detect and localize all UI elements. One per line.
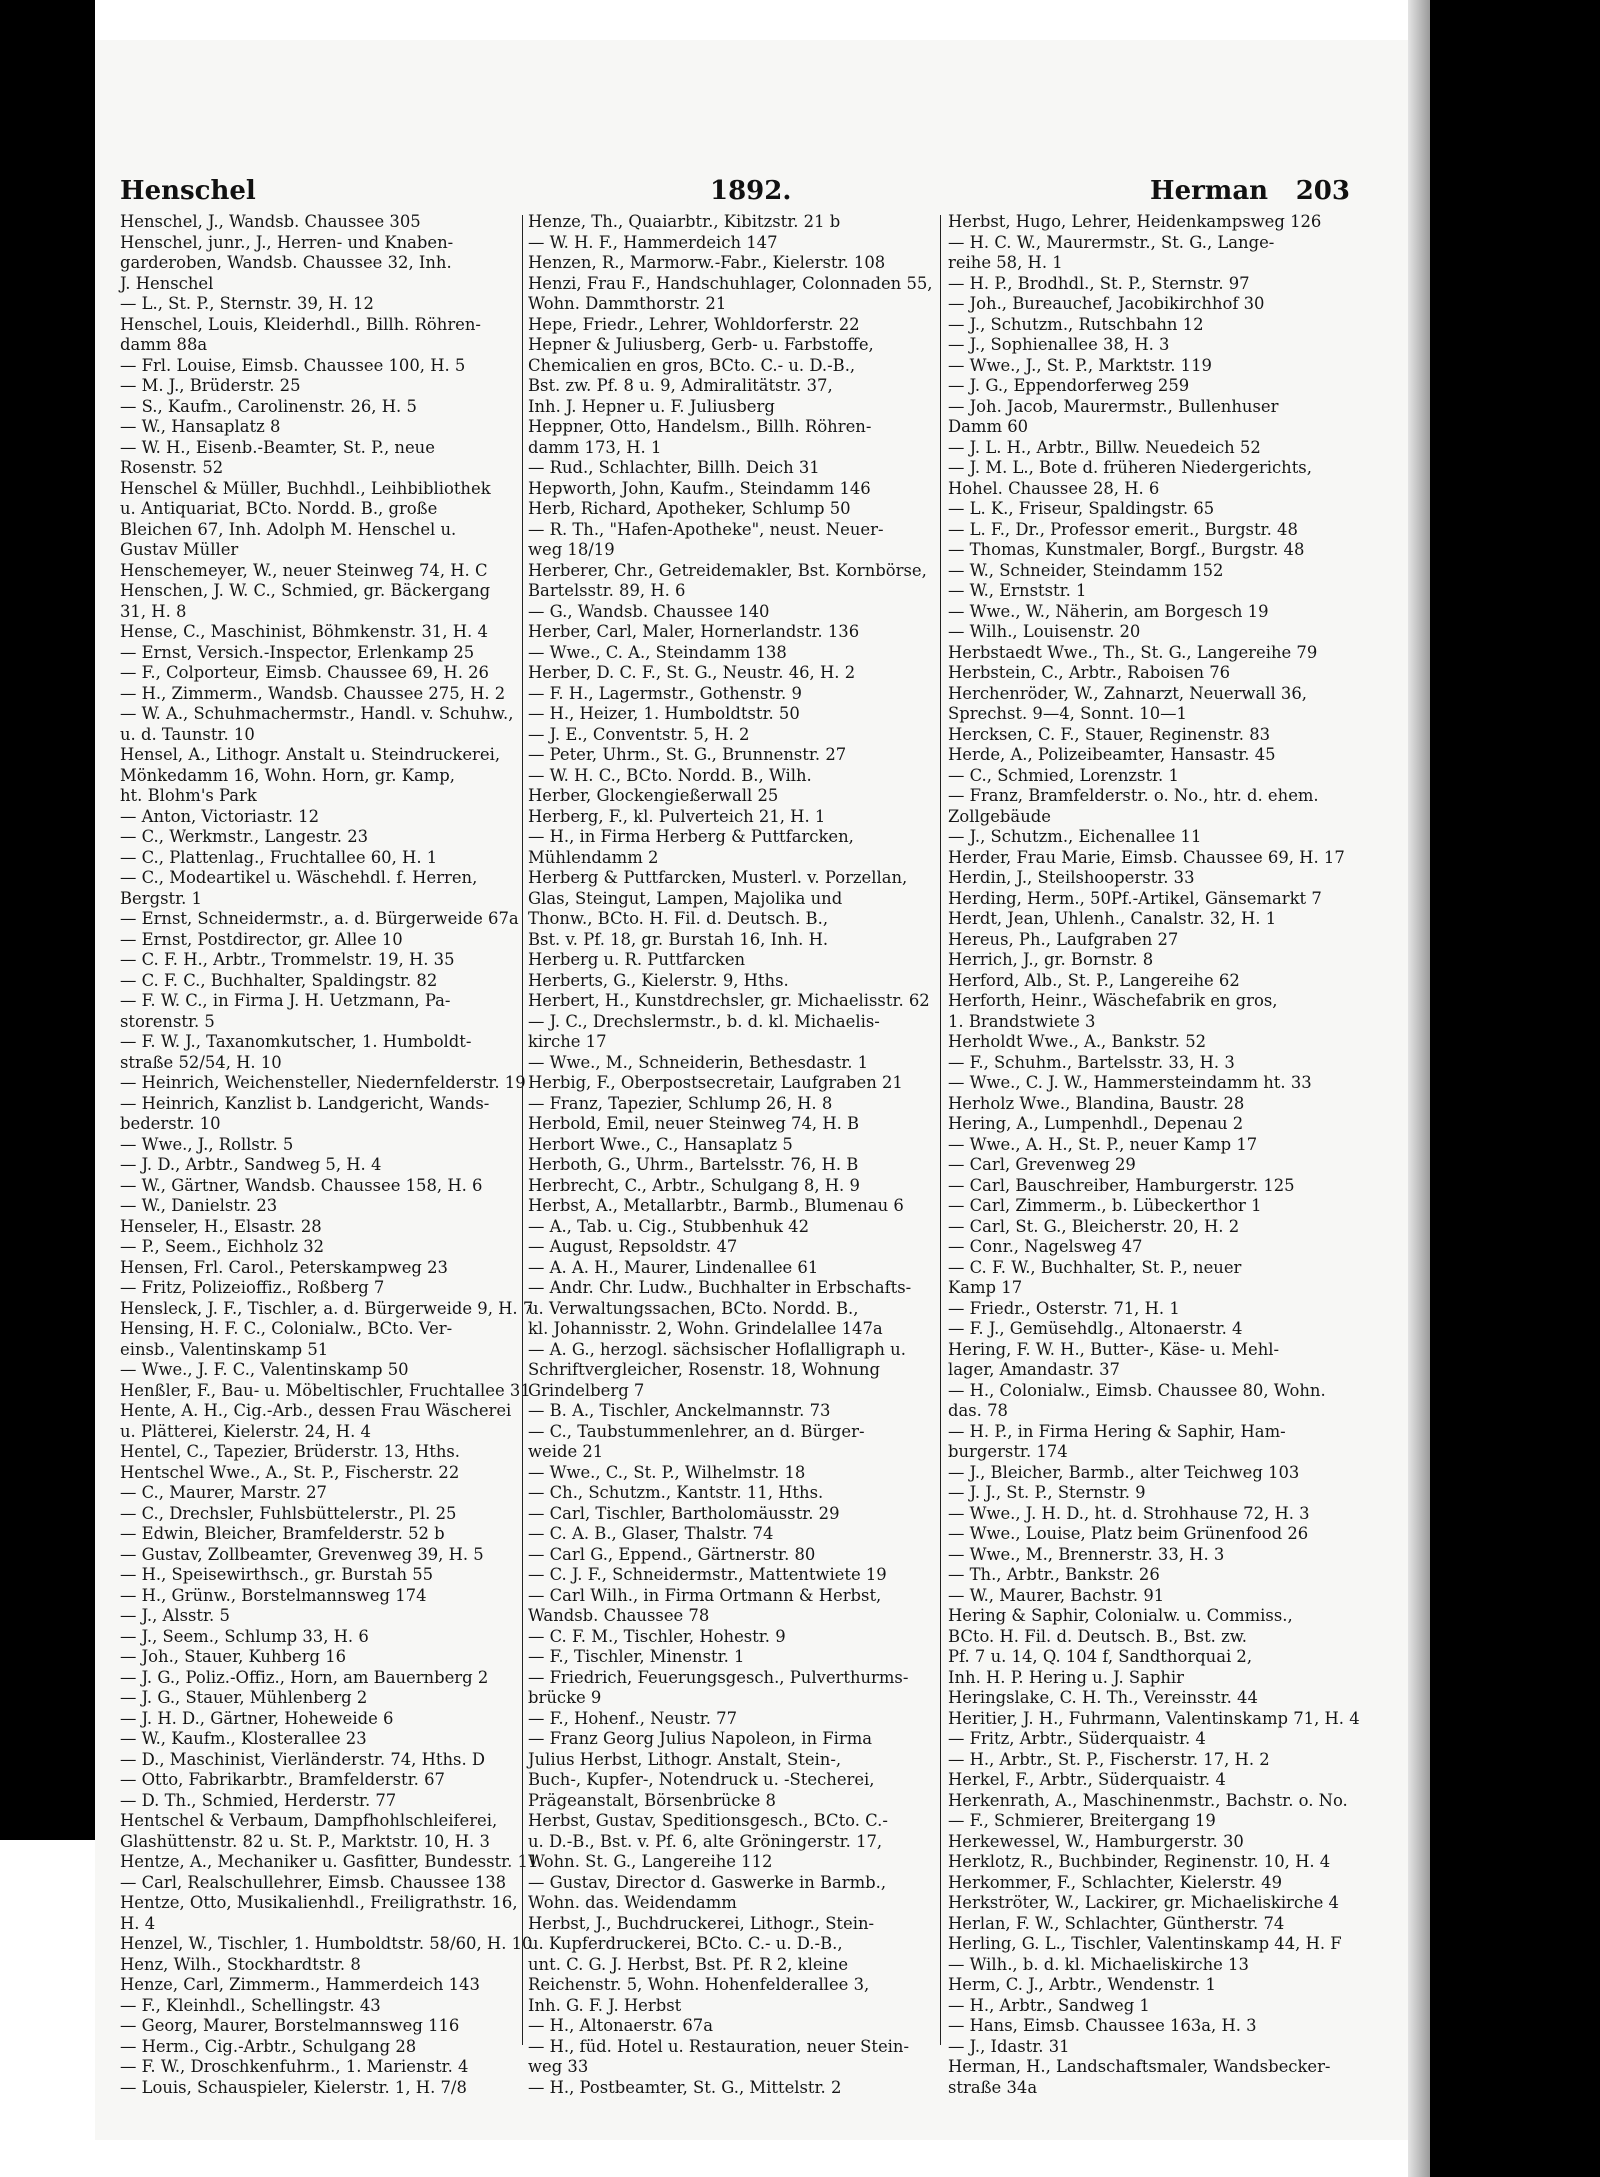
directory-entry: — Wwe., J., Rollstr. 5 [120,1134,294,1154]
directory-entry: Hercksen, C. F., Stauer, Reginenstr. 83 [948,724,1271,744]
directory-entry: Herbig, F., Oberpostsecretair, Laufgraben 21 [528,1073,903,1092]
directory-entry: Gustav Müller [120,540,239,559]
directory-entry: — F., Schuhm., Bartelsstr. 33, H. 3 [948,1052,1235,1072]
directory-entry: — F. H., Lagermstr., Gothenstr. 9 [528,683,802,703]
directory-entry: Wohn. St. G., Langereihe 112 [528,1852,773,1871]
directory-entry: — C. F. C., Buchhalter, Spaldingstr. 82 [120,970,438,990]
directory-entry: — F. J., Gemüsehdlg., Altonaerstr. 4 [948,1319,1243,1338]
directory-entry: unt. C. G. J. Herbst, Bst. Pf. R 2, kleine [528,1954,849,1974]
directory-entry: — W. H. F., Hammerdeich 147 [528,232,778,252]
directory-entry: Bartelsstr. 89, H. 6 [528,581,686,600]
directory-entry: — H. C. W., Maurermstr., St. G., Lange- [948,232,1275,252]
directory-entry: — J. J., St. P., Sternstr. 9 [948,1483,1146,1502]
directory-entry: — R. Th., "Hafen-Apotheke", neust. Neuer- [528,519,884,539]
directory-entry: — C. J. F., Schneidermstr., Mattentwiete 19 [528,1565,887,1584]
directory-entry: — F., Kleinhdl., Schellingstr. 43 [120,1995,381,2015]
directory-entry: — C. F. M., Tischler, Hohestr. 9 [528,1626,786,1646]
directory-entry: Sprechst. 9—4, Sonnt. 10—1 [948,704,1187,723]
directory-entry: — Wwe., C., St. P., Wilhelmstr. 18 [528,1462,806,1482]
directory-entry: Hepworth, John, Kaufm., Steindamm 146 [528,478,871,498]
directory-entry: Thonw., BCto. H. Fil. d. Deutsch. B., [528,909,829,928]
directory-entry: Herdt, Jean, Uhlenh., Canalstr. 32, H. 1 [948,909,1277,928]
directory-entry: — Fritz, Polizeioffiz., Roßberg 7 [120,1278,385,1297]
directory-entry: — C., Modeartikel u. Wäschehdl. f. Herren, [120,868,478,887]
directory-entry: — C., Taubstummenlehrer, an d. Bürger- [528,1421,865,1441]
directory-entry: — Thomas, Kunstmaler, Borgf., Burgstr. 48 [948,540,1305,559]
directory-entry: — J. H. D., Gärtner, Hoheweide 6 [120,1708,394,1728]
directory-entry: — F., Hohenf., Neustr. 77 [528,1708,738,1728]
directory-entry: — August, Repsoldstr. 47 [528,1237,738,1256]
directory-entry: Heppner, Otto, Handelsm., Billh. Röhren- [528,417,872,436]
directory-entry: damm 88a [120,335,208,354]
directory-entry: Hepner & Juliusberg, Gerb- u. Farbstoffe, [528,335,874,354]
directory-entry: — J., Alsstr. 5 [120,1606,230,1625]
directory-entry: — C., Maurer, Marstr. 27 [120,1483,327,1502]
directory-entry: — Wwe., J. H. D., ht. d. Strohhause 72, H. 3 [948,1503,1310,1523]
directory-entry: Wohn. das. Weidendamm [528,1893,737,1912]
directory-entry: burgerstr. 174 [948,1442,1068,1461]
directory-entry: Hensing, H. F. C., Colonialw., BCto. Ver- [120,1319,453,1338]
directory-entry: — F., Schmierer, Breitergang 19 [948,1811,1216,1830]
directory-entry: — Ch., Schutzm., Kantstr. 11, Hths. [528,1483,824,1502]
directory-entry: Herdin, J., Steilshooperstr. 33 [948,868,1195,887]
directory-entry: — W., Danielstr. 23 [120,1196,278,1215]
directory-entry: Herberg & Puttfarcken, Musterl. v. Porzellan, [528,868,908,887]
directory-entry: — F., Tischler, Minenstr. 1 [528,1647,745,1666]
directory-entry: — J., Seem., Schlump 33, H. 6 [120,1626,369,1646]
directory-entry: — Wwe., J. F. C., Valentinskamp 50 [120,1360,409,1379]
directory-entry: — H., Grünw., Borstelmannsweg 174 [120,1585,427,1605]
directory-entry: Hense, C., Maschinist, Böhmkenstr. 31, H. 4 [120,622,488,641]
directory-entry: straße 52/54, H. 10 [120,1052,282,1072]
column-divider [940,215,941,2045]
directory-entry: Zollgebäude [948,806,1051,826]
directory-entry: — Ernst, Versich.-Inspector, Erlenkamp 25 [120,642,475,662]
directory-entry: — Ernst, Postdirector, gr. Allee 10 [120,929,403,949]
directory-entry: — J. C., Drechslermstr., b. d. kl. Michaelis- [528,1011,880,1031]
directory-entry: — A. G., herzogl. sächsischer Hoflalligraph u. [528,1339,906,1359]
directory-entry: — Fritz, Arbtr., Süderquaistr. 4 [948,1729,1206,1748]
directory-entry: Herkewessel, W., Hamburgerstr. 30 [948,1831,1244,1851]
directory-entry: H. 4 [120,1913,156,1933]
directory-entry: u. Kupferdruckerei, BCto. C.- u. D.-B., [528,1934,843,1953]
directory-entry: Hering, A., Lumpenhdl., Depenau 2 [948,1114,1244,1133]
directory-entry: — Peter, Uhrm., St. G., Brunnenstr. 27 [528,745,847,764]
directory-entry: — S., Kaufm., Carolinenstr. 26, H. 5 [120,396,417,416]
directory-entry: Herling, G. L., Tischler, Valentinskamp 44, H. F [948,1934,1342,1953]
directory-entry: Hentze, A., Mechaniker u. Gasfitter, Bundesstr. 11 [120,1852,539,1871]
directory-entry: — C. F. W., Buchhalter, St. P., neuer [948,1257,1242,1277]
directory-entry: bederstr. 10 [120,1114,221,1133]
directory-entry: Herkenrath, A., Maschinenmstr., Bachstr. o. No. [948,1790,1348,1810]
directory-entry: — C., Plattenlag., Fruchtallee 60, H. 1 [120,847,438,867]
directory-entry: — Carl Wilh., in Firma Ortmann & Herbst, [528,1585,882,1605]
directory-entry: Henze, Th., Quaiarbtr., Kibitzstr. 21 b [528,212,841,231]
directory-entry: kl. Johannisstr. 2, Wohn. Grindelallee 147a [528,1319,883,1338]
directory-entry: das. 78 [948,1401,1008,1420]
directory-entry: — Frl. Louise, Eimsb. Chaussee 100, H. 5 [120,355,466,375]
directory-entry: — M. J., Brüderstr. 25 [120,376,301,395]
directory-entry: — W. H., Eisenb.-Beamter, St. P., neue [120,437,435,457]
directory-entry: — J. G., Stauer, Mühlenberg 2 [120,1688,368,1707]
directory-entry: garderoben, Wandsb. Chaussee 32, Inh. [120,253,452,272]
directory-entry: Herlan, F. W., Schlachter, Güntherstr. 74 [948,1913,1285,1933]
directory-entry: — Conr., Nagelsweg 47 [948,1237,1143,1256]
directory-entry: — F. W., Droschkenfuhrm., 1. Marienstr. 4 [120,2057,469,2076]
directory-entry: Herberg u. R. Puttfarcken [528,950,746,969]
directory-entry: — Herm., Cig.-Arbtr., Schulgang 28 [120,2036,417,2056]
directory-entry: Henschel, Louis, Kleiderhdl., Billh. Röhren- [120,314,481,334]
directory-entry: — C., Drechsler, Fuhlsbüttelerstr., Pl. 25 [120,1503,457,1523]
directory-entry: Herholz Wwe., Blandina, Baustr. 28 [948,1093,1245,1113]
directory-entry: u. Verwaltungssachen, BCto. Nordd. B., [528,1298,859,1318]
directory-entry: Herb, Richard, Apotheker, Schlump 50 [528,499,851,518]
directory-entry: Herberer, Chr., Getreidemakler, Bst. Kornbörse, [528,560,927,580]
page-edge-shadow [1408,0,1430,2177]
directory-entry: Mühlendamm 2 [528,847,659,867]
page-header [120,176,1350,212]
directory-entry: — J. M. L., Bote d. früheren Niedergerichts, [948,458,1312,477]
directory-entry: einsb., Valentinskamp 51 [120,1339,329,1359]
directory-entry: — Ernst, Schneidermstr., a. d. Bürgerweide 67a [120,909,519,928]
directory-entry: Bst. v. Pf. 18, gr. Burstah 16, Inh. H. [528,929,829,949]
directory-entry: — B. A., Tischler, Anckelmannstr. 73 [528,1401,831,1420]
directory-entry: Herbstaedt Wwe., Th., St. G., Langereihe 79 [948,642,1318,662]
directory-entry: — Franz, Tapezier, Schlump 26, H. 8 [528,1093,833,1113]
directory-entry: Herchenröder, W., Zahnarzt, Neuerwall 36, [948,683,1307,703]
directory-entry: — Wwe., J., St. P., Marktstr. 119 [948,355,1212,375]
directory-entry: Henzen, R., Marmorw.-Fabr., Kielerstr. 108 [528,253,886,272]
directory-entry: — J. G., Eppendorferweg 259 [948,376,1190,395]
directory-entry: kirche 17 [528,1032,607,1051]
directory-entry: — H., füd. Hotel u. Restauration, neuer Stein- [528,2036,909,2056]
directory-entry: Bst. zw. Pf. 8 u. 9, Admiralitätstr. 37, [528,376,833,395]
directory-entry: — Joh., Bureauchef, Jacobikirchhof 30 [948,294,1265,313]
directory-entry: storenstr. 5 [120,1011,215,1031]
directory-entry: — J., Idastr. 31 [948,2036,1070,2056]
directory-entry: Herkströter, W., Lackirer, gr. Michaeliskirche 4 [948,1893,1339,1912]
directory-entry: J. Henschel [120,273,214,293]
directory-entry: Inh. J. Hepner u. F. Juliusberg [528,396,775,416]
directory-entry: Herbst, Gustav, Speditionsgesch., BCto. C.- [528,1811,888,1830]
directory-entry: — Anton, Victoriastr. 12 [120,806,320,826]
directory-entry: Henschen, J. W. C., Schmied, gr. Bäckergang [120,581,491,600]
directory-entry: — Joh., Stauer, Kuhberg 16 [120,1647,347,1666]
directory-entry: Herholdt Wwe., A., Bankstr. 52 [948,1032,1207,1051]
directory-entry: u. Antiquariat, BCto. Nordd. B., große [120,499,438,518]
directory-entry: Herm, C. J., Arbtr., Wendenstr. 1 [948,1975,1216,1994]
directory-entry: Damm 60 [948,417,1029,436]
directory-entry: Hentze, Otto, Musikalienhdl., Freiligrathstr. 16, [120,1893,518,1912]
directory-entry: Herbstein, C., Arbtr., Raboisen 76 [948,663,1231,682]
directory-entry: — W., Hansaplatz 8 [120,417,281,436]
directory-entry: weg 33 [528,2057,589,2076]
directory-entry: — H., Speisewirthsch., gr. Burstah 55 [120,1565,434,1584]
directory-entry: Henßler, F., Bau- u. Möbeltischler, Fruchtallee 31 [120,1380,531,1400]
directory-entry: Heritier, J. H., Fuhrmann, Valentinskamp 71, H. 4 [948,1708,1360,1728]
directory-column-2 [528,212,936,2097]
directory-entry: Hereus, Ph., Laufgraben 27 [948,929,1179,949]
directory-entry: — Wilh., b. d. kl. Michaeliskirche 13 [948,1954,1249,1974]
directory-entry: reihe 58, H. 1 [948,253,1063,272]
directory-entry: — Wilh., Louisenstr. 20 [948,622,1141,641]
directory-entry: Kamp 17 [948,1278,1023,1297]
directory-entry: Inh. H. P. Hering u. J. Saphir [948,1667,1184,1687]
directory-entry: Buch-, Kupfer-, Notendruck u. -Stecherei, [528,1770,875,1789]
directory-entry: Herberts, G., Kielerstr. 9, Hths. [528,970,789,990]
directory-entry: u. d. Taunstr. 10 [120,724,255,744]
directory-entry: — J., Bleicher, Barmb., alter Teichweg 103 [948,1462,1300,1482]
directory-entry: — Wwe., A. H., St. P., neuer Kamp 17 [948,1134,1258,1154]
directory-entry: u. D.-B., Bst. v. Pf. 6, alte Gröningerstr. 17, [528,1831,883,1851]
directory-entry: Herrich, J., gr. Bornstr. 8 [948,950,1154,969]
directory-entry: — Franz Georg Julius Napoleon, in Firma [528,1729,873,1748]
directory-entry: — H., Zimmerm., Wandsb. Chaussee 275, H. 2 [120,683,506,703]
directory-entry: — H., Colonialw., Eimsb. Chaussee 80, Wohn. [948,1380,1326,1400]
directory-entry: Herbst, A., Metallarbtr., Barmb., Blumenau 6 [528,1196,904,1215]
directory-entry: — Wwe., W., Näherin, am Borgesch 19 [948,601,1269,621]
directory-entry: Reichenstr. 5, Wohn. Hohenfelderallee 3, [528,1975,870,1994]
directory-entry: Hepe, Friedr., Lehrer, Wohldorferstr. 22 [528,314,860,334]
directory-entry: — H., in Firma Herberg & Puttfarcken, [528,827,854,846]
directory-entry: — F., Colporteur, Eimsb. Chaussee 69, H. 26 [120,663,489,682]
directory-entry: — Wwe., M., Brennerstr. 33, H. 3 [948,1544,1225,1564]
directory-entry: — W. A., Schuhmachermstr., Handl. v. Schuhw., [120,704,514,723]
directory-entry: — L. F., Dr., Professor emerit., Burgstr. 48 [948,519,1298,539]
directory-entry: Henschemeyer, W., neuer Steinweg 74, H. C [120,560,488,580]
directory-entry: — H., Postbeamter, St. G., Mittelstr. 2 [528,2077,842,2097]
directory-entry: Henzel, W., Tischler, 1. Humboldtstr. 58/60, H. 10 [120,1934,533,1953]
directory-entry: — Carl, Bauschreiber, Hamburgerstr. 125 [948,1175,1295,1195]
header-right-catchword: Herman [1150,176,1269,206]
directory-entry: — C., Werkmstr., Langestr. 23 [120,827,369,846]
page-number: 203 [1295,176,1350,206]
directory-entry: — H., Altonaerstr. 67a [528,2016,714,2035]
directory-entry: 1. Brandstwiete 3 [948,1011,1096,1031]
directory-entry: brücke 9 [528,1688,602,1707]
directory-entry: weide 21 [528,1442,604,1461]
directory-entry: Inh. G. F. J. Herbst [528,1995,682,2015]
directory-entry: — F. W. C., in Firma J. H. Uetzmann, Pa- [120,991,451,1010]
directory-entry: — A. A. H., Maurer, Lindenallee 61 [528,1257,819,1277]
directory-entry: Herbert, H., Kunstdrechsler, gr. Michaelisstr. 62 [528,991,930,1010]
directory-entry: — J. E., Conventstr. 5, H. 2 [528,724,750,744]
directory-entry: Henschel & Müller, Buchhdl., Leihbibliothek [120,478,491,498]
directory-entry: — Georg, Maurer, Borstelmannsweg 116 [120,2016,460,2035]
directory-entry: — Carl, Grevenweg 29 [948,1155,1136,1174]
directory-entry: — Carl G., Eppend., Gärtnerstr. 80 [528,1544,816,1564]
directory-entry: Heringslake, C. H. Th., Vereinsstr. 44 [948,1688,1258,1707]
directory-entry: Herde, A., Polizeibeamter, Hansastr. 45 [948,745,1276,764]
directory-entry: — L. K., Friseur, Spaldingstr. 65 [948,499,1215,518]
directory-entry: Chemicalien en gros, BCto. C.- u. D.-B., [528,355,856,375]
directory-entry: — H., Arbtr., Sandweg 1 [948,1995,1150,2015]
directory-entry: Herklotz, R., Buchbinder, Reginenstr. 10, H. 4 [948,1852,1331,1871]
directory-entry: Hensleck, J. F., Tischler, a. d. Bürgerweide 9, H. 7 [120,1298,534,1318]
directory-entry: Herboth, G., Uhrm., Bartelsstr. 76, H. B [528,1155,859,1174]
directory-entry: — W., Maurer, Bachstr. 91 [948,1585,1165,1605]
directory-entry: — Friedrich, Feuerungsgesch., Pulverthurms- [528,1667,909,1687]
directory-entry: — W. H. C., BCto. Nordd. B., Wilh. [528,765,812,785]
directory-entry: — W., Ernststr. 1 [948,581,1087,600]
directory-entry: Herman, H., Landschaftsmaler, Wandsbecker- [948,2057,1331,2076]
directory-entry: — H. P., in Firma Hering & Saphir, Ham- [948,1421,1286,1441]
directory-entry: — Wwe., C. J. W., Hammersteindamm ht. 33 [948,1073,1312,1092]
directory-entry: Grindelberg 7 [528,1380,645,1400]
directory-entry: Prägeanstalt, Börsenbrücke 8 [528,1790,776,1810]
directory-entry: — Wwe., C. A., Steindamm 138 [528,642,787,662]
directory-entry: — Carl, Tischler, Bartholomäusstr. 29 [528,1503,840,1523]
directory-entry: — Rud., Schlachter, Billh. Deich 31 [528,458,820,477]
directory-entry: Julius Herbst, Lithogr. Anstalt, Stein-, [528,1749,842,1769]
directory-entry: Henz, Wilh., Stockhardtstr. 8 [120,1954,361,1974]
directory-entry: Schriftvergleicher, Rosenstr. 18, Wohnung [528,1360,880,1379]
directory-entry: — Louis, Schauspieler, Kielerstr. 1, H. 7/8 [120,2077,467,2097]
directory-entry: Hering & Saphir, Colonialw. u. Commiss., [948,1606,1293,1625]
directory-entry: Hente, A. H., Cig.-Arb., dessen Frau Wäscherei [120,1401,512,1420]
directory-entry: — G., Wandsb. Chaussee 140 [528,601,770,621]
directory-entry: Wandsb. Chaussee 78 [528,1606,710,1625]
directory-entry: — L., St. P., Sternstr. 39, H. 12 [120,294,374,313]
directory-entry: Henschel, J., Wandsb. Chaussee 305 [120,212,421,231]
directory-entry: Henseler, H., Elsastr. 28 [120,1216,322,1236]
directory-entry: Hensel, A., Lithogr. Anstalt u. Steindruckerei, [120,745,501,764]
directory-entry: — Heinrich, Kanzlist b. Landgericht, Wands- [120,1093,490,1113]
header-left-catchword: Henschel [120,176,256,206]
directory-entry: Mönkedamm 16, Wohn. Horn, gr. Kamp, [120,765,455,785]
directory-entry: — W., Gärtner, Wandsb. Chaussee 158, H. 6 [120,1175,483,1195]
directory-entry: — D. Th., Schmied, Herderstr. 77 [120,1790,397,1810]
directory-entry: — A., Tab. u. Cig., Stubbenhuk 42 [528,1216,810,1236]
directory-entry: Hentschel Wwe., A., St. P., Fischerstr. 22 [120,1462,460,1482]
directory-entry: — Heinrich, Weichensteller, Niedernfelderstr. 19 [120,1073,526,1092]
directory-entry: Bleichen 67, Inh. Adolph M. Henschel u. [120,519,457,539]
directory-entry: Wohn. Dammthorstr. 21 [528,294,727,313]
directory-entry: — J., Schutzm., Eichenallee 11 [948,827,1202,846]
directory-entry: — J. G., Poliz.-Offiz., Horn, am Bauernberg 2 [120,1667,489,1687]
directory-entry: 31, H. 8 [120,601,187,621]
directory-entry: Henzi, Frau F., Handschuhlager, Colonnaden 55, [528,273,933,293]
directory-entry: Glashüttenstr. 82 u. St. P., Marktstr. 10, H. 3 [120,1831,490,1851]
directory-entry: — J., Schutzm., Rutschbahn 12 [948,314,1204,334]
directory-entry: — J., Sophienallee 38, H. 3 [948,335,1170,354]
column-divider [522,215,523,2045]
directory-column-1 [120,212,539,2097]
directory-entry: Herkommer, F., Schlachter, Kielerstr. 49 [948,1872,1283,1892]
directory-entry: Hensen, Frl. Carol., Peterskampweg 23 [120,1257,448,1277]
scan-border-left [0,0,95,1840]
directory-entry: Glas, Steingut, Lampen, Majolika und [528,888,843,908]
directory-entry: — J. L. H., Arbtr., Billw. Neuedeich 52 [948,437,1261,457]
directory-entry: Henze, Carl, Zimmerm., Hammerdeich 143 [120,1975,480,1994]
directory-entry: lager, Amandastr. 37 [948,1360,1120,1379]
directory-entry: Herbold, Emil, neuer Steinweg 74, H. B [528,1114,860,1133]
directory-entry: Herding, Herm., 50Pf.-Artikel, Gänsemarkt 7 [948,888,1322,908]
directory-entry: Herberg, F., kl. Pulverteich 21, H. 1 [528,806,826,826]
directory-entry: — Andr. Chr. Ludw., Buchhalter in Erbschafts- [528,1278,912,1297]
directory-entry: Herforth, Heinr., Wäschefabrik en gros, [948,991,1278,1010]
directory-entry: Herbort Wwe., C., Hansaplatz 5 [528,1134,793,1154]
directory-entry: — Joh. Jacob, Maurermstr., Bullenhuser [948,396,1279,416]
directory-entry: Rosenstr. 52 [120,458,224,477]
directory-entry: — Edwin, Bleicher, Bramfelderstr. 52 b [120,1524,445,1543]
directory-entry: — Wwe., Louise, Platz beim Grünenfood 26 [948,1524,1309,1543]
directory-column-3 [948,212,1360,2097]
directory-entry: — Carl, Zimmerm., b. Lübeckerthor 1 [948,1196,1262,1215]
directory-entry: Herbst, Hugo, Lehrer, Heidenkampsweg 126 [948,212,1322,231]
scan-border-right [1430,0,1600,2177]
directory-entry: Herber, Carl, Maler, Hornerlandstr. 136 [528,622,860,641]
directory-entry: — Friedr., Osterstr. 71, H. 1 [948,1298,1180,1318]
directory-entry: straße 34a [948,2077,1038,2097]
directory-entry: BCto. H. Fil. d. Deutsch. B., Bst. zw. [948,1626,1247,1646]
directory-entry: Henschel, junr., J., Herren- und Knaben- [120,232,454,252]
directory-entry: ht. Blohm's Park [120,786,257,805]
directory-entry: — C. A. B., Glaser, Thalstr. 74 [528,1524,774,1543]
directory-entry: — F. W. J., Taxanomkutscher, 1. Humboldt- [120,1032,472,1051]
directory-entry: — D., Maschinist, Vierländerstr. 74, Hths. D [120,1749,486,1769]
directory-entry: Herbrecht, C., Arbtr., Schulgang 8, H. 9 [528,1175,860,1195]
directory-entry: — P., Seem., Eichholz 32 [120,1237,325,1256]
directory-entry: Hentel, C., Tapezier, Brüderstr. 13, Hths. [120,1442,460,1461]
directory-entry: Herbst, J., Buchdruckerei, Lithogr., Stein- [528,1913,875,1933]
directory-entry: Hohel. Chaussee 28, H. 6 [948,478,1160,498]
directory-entry: Bergstr. 1 [120,888,202,908]
directory-entry: — Gustav, Director d. Gaswerke in Barmb., [528,1872,887,1892]
directory-entry: damm 173, H. 1 [528,437,662,457]
directory-entry: — C. F. H., Arbtr., Trommelstr. 19, H. 35 [120,950,455,969]
directory-entry: — H. P., Brodhdl., St. P., Sternstr. 97 [948,273,1250,293]
directory-entry: — Gustav, Zollbeamter, Grevenweg 39, H. 5 [120,1544,484,1564]
directory-entry: Herber, D. C. F., St. G., Neustr. 46, H. 2 [528,663,856,682]
directory-entry: Herkel, F., Arbtr., Süderquaistr. 4 [948,1770,1226,1789]
directory-entry: Herber, Glockengießerwall 25 [528,786,779,805]
directory-entry: weg 18/19 [528,540,615,559]
directory-entry: Hentschel & Verbaum, Dampfhohlschleiferei, [120,1811,498,1830]
directory-entry: — Franz, Bramfelderstr. o. No., htr. d. ehem. [948,786,1319,805]
directory-entry: — Carl, St. G., Bleicherstr. 20, H. 2 [948,1216,1240,1236]
directory-entry: Herford, Alb., St. P., Langereihe 62 [948,970,1240,990]
directory-entry: u. Plätterei, Kielerstr. 24, H. 4 [120,1421,371,1441]
directory-entry: — J. D., Arbtr., Sandweg 5, H. 4 [120,1155,382,1174]
directory-entry: — H., Heizer, 1. Humboldtstr. 50 [528,704,800,723]
directory-entry: — Wwe., M., Schneiderin, Bethesdastr. 1 [528,1052,869,1072]
directory-entry: — H., Arbtr., St. P., Fischerstr. 17, H. 2 [948,1749,1270,1769]
header-year: 1892. [710,176,792,206]
directory-entry: — Carl, Realschullehrer, Eimsb. Chaussee 138 [120,1872,507,1892]
directory-entry: — C., Schmied, Lorenzstr. 1 [948,765,1179,785]
directory-entry: — Otto, Fabrikarbtr., Bramfelderstr. 67 [120,1770,445,1789]
directory-entry: Hering, F. W. H., Butter-, Käse- u. Mehl- [948,1339,1280,1359]
directory-entry: — W., Schneider, Steindamm 152 [948,560,1224,580]
directory-entry: — W., Kaufm., Klosterallee 23 [120,1729,367,1748]
directory-entry: Herder, Frau Marie, Eimsb. Chaussee 69, H. 17 [948,847,1345,867]
directory-entry: — Hans, Eimsb. Chaussee 163a, H. 3 [948,2016,1257,2035]
directory-entry: Pf. 7 u. 14, Q. 104 f, Sandthorquai 2, [948,1647,1253,1666]
directory-entry: — Th., Arbtr., Bankstr. 26 [948,1565,1160,1584]
